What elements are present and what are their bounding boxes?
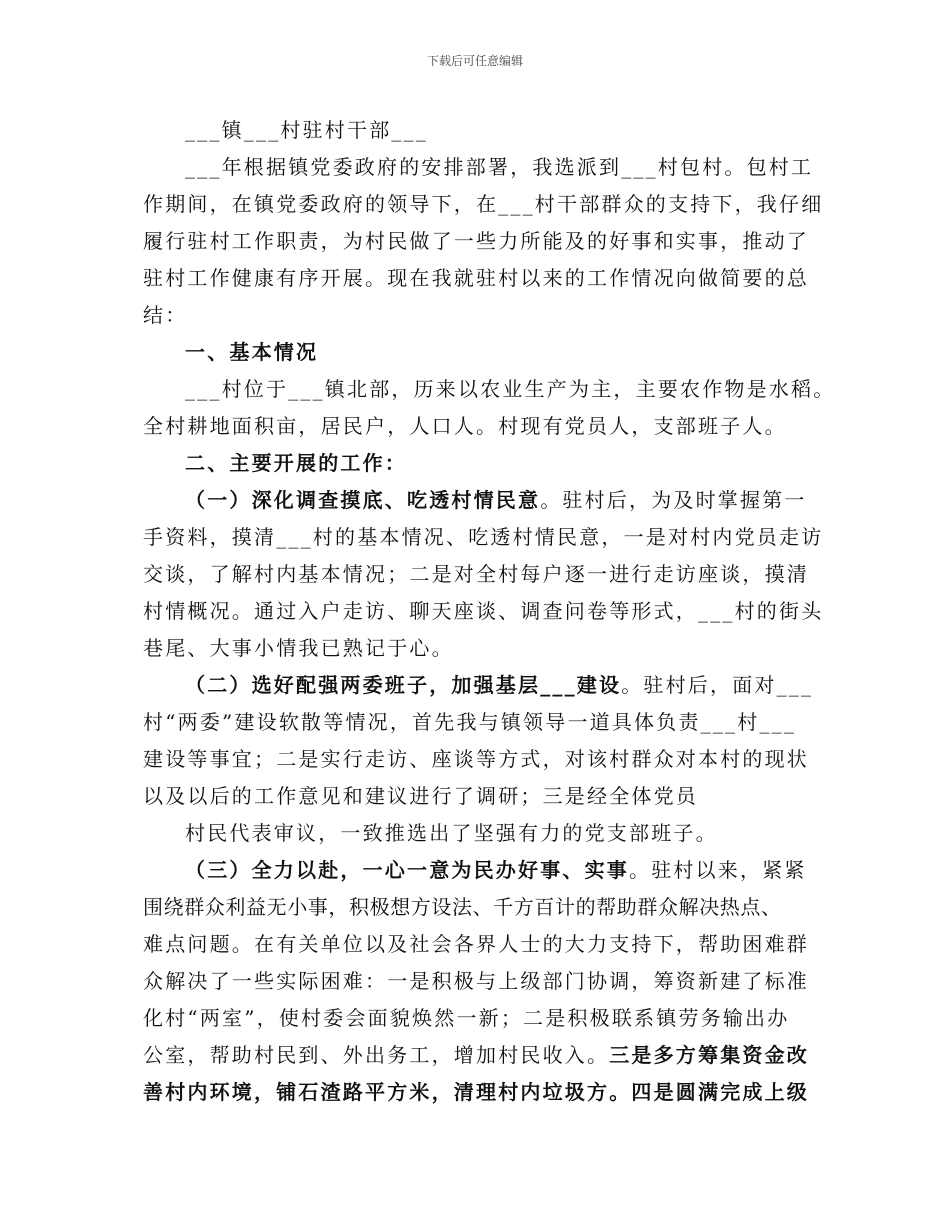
- page-header: 下载后可任意编辑: [426, 54, 523, 68]
- text-line: 驻村工作健康有序开展。现在我就驻村以来的工作情况向做简要的总: [143, 266, 809, 290]
- bold-run: 三是多方筹集资金改: [609, 1043, 810, 1067]
- text-line: 村“两委”建设软散等情况，首先我与镇领导一道具体负责___村___: [143, 710, 797, 734]
- text-line: 村民代表审议，一致推选出了坚强有力的党支部班子。: [185, 821, 718, 845]
- text-run: 。驻村后，为及时掌握第一: [540, 488, 807, 512]
- text-line: 难点问题。在有关单位以及社会各界人士的大力支持下，帮助困难群: [143, 932, 809, 956]
- bold-run: （二）选好配强两委班子，加强基层___建设: [185, 673, 622, 697]
- text-line: 全村耕地面积亩，居民户，人口人。村现有党员人，支部班子人。: [143, 414, 787, 438]
- text-line: 建设等事宜；二是实行走访、座谈等方式，对该村群众对本村的现状: [143, 747, 809, 771]
- bold-run: （一）深化调查摸底、吃透村情民意: [185, 488, 541, 512]
- text-line: 村情概况。通过入户走访、聊天座谈、调查问卷等形式，___村的街头: [143, 599, 824, 623]
- text-run: 。驻村后，面对___: [621, 673, 814, 697]
- bold-run: （三）全力以赴，一心一意为民办好事、实事: [185, 858, 629, 882]
- text-line: 结：: [143, 303, 188, 327]
- text-run: 。驻村以来，紧紧: [629, 858, 807, 882]
- text-line: 围绕群众利益无小事，积极想方设法、千方百计的帮助群众解决热点、: [143, 895, 782, 919]
- text-line: 一、基本情况: [185, 340, 319, 364]
- text-line: ___村位于___镇北部，历来以农业生产为主，主要农作物是水稻。: [185, 377, 836, 401]
- text-line: 手资料，摸清___村的基本情况、吃透村情民意，一是对村内党员走访: [143, 525, 824, 549]
- text-line: 交谈，了解村内基本情况；二是对全村每户逐一进行走访座谈，摸清: [143, 562, 809, 586]
- text-run: 公室，帮助村民到、外出务工，增加村民收入。: [143, 1043, 610, 1067]
- text-line: 众解决了一些实际困难：一是积极与上级部门协调，筹资新建了标准: [143, 969, 809, 993]
- document-body: [143, 112, 836, 1111]
- text-line: 二、主要开展的工作：: [185, 451, 407, 475]
- text-line: 作期间，在镇党委政府的领导下，在___村干部群众的支持下，我仔细: [143, 192, 824, 216]
- text-line: [143, 1037, 811, 1074]
- text-line: ___年根据镇党委政府的安排部署，我选派到___村包村。包村工: [185, 155, 814, 179]
- text-line: [143, 852, 811, 889]
- text-line: 履行驻村工作职责，为村民做了一些力所能及的好事和实事，推动了: [143, 229, 809, 253]
- text-line: ___镇___村驻村干部___: [185, 118, 428, 142]
- text-line: [143, 667, 814, 704]
- text-line: 以及以后的工作意见和建议进行了调研；三是经全体党员: [143, 784, 698, 808]
- text-line: 善村内环境，铺石渣路平方米，清理村内垃圾方。四是圆满完成上级: [143, 1080, 809, 1104]
- text-line: 化村“两室”，使村委会面貌焕然一新；二是积极联系镇劳务输出办: [143, 1006, 790, 1030]
- text-line: 巷尾、大事小情我已熟记于心。: [143, 636, 454, 660]
- text-line: [143, 482, 811, 519]
